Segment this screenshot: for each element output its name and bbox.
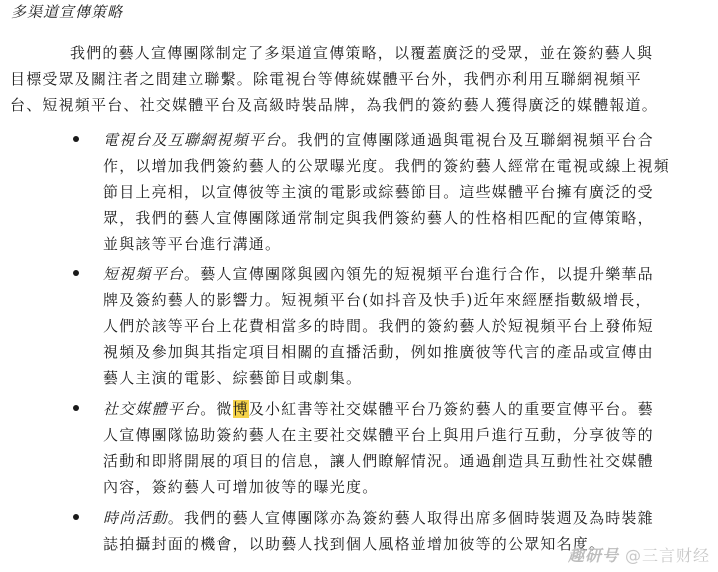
bullet-first-line [103,505,693,531]
intro-paragraph [10,40,690,118]
bullet-line: 人們於該等平台上花費相當多的時間。我們的簽約藝人於短視頻平台上發佈短 [103,317,654,335]
bullet-first-rest: 。我們的宣傳團隊通過與電視台及互聯網視頻平台合 [281,131,654,149]
highlighted-text: 博 [232,400,249,418]
bullet-first-line [103,261,693,287]
bullet-first-post: 及小紅書等社交媒體平台乃簽約藝人的重要宣傳平台。藝 [248,400,654,418]
bullet-line: 視頻及參加與其指定項目相關的直播活動，例如推廣彼等代言的產品或宣傳由 [103,343,654,361]
bullet-line: 內容，簽約藝人可增加彼等的曝光度。 [103,478,379,496]
bullet-text [103,127,693,257]
bullet-term: 社交媒體平台 [103,400,201,418]
bullet-line: 節目上亮相，以宣傳彼等主演的電影或綜藝節目。這些媒體平台擁有廣泛的受 [103,183,654,201]
bullet-dot-icon [73,136,79,142]
intro-line: 目標受眾及關注者之間建立聯繫。除電視台等傳統媒體平台外，我們亦利用互聯網視頻平 [10,70,642,88]
bullet-first-rest: 。我們的藝人宣傳團隊亦為簽約藝人取得出席多個時裝週及為時裝雜 [167,509,654,527]
intro-line: 我們的藝人宣傳團隊制定了多渠道宣傳策略，以覆蓋廣泛的受眾，並在簽約藝人與 [70,44,654,62]
bullet-term: 時尚活動 [103,509,168,527]
bullet-first-pre: 。微 [200,400,233,418]
bullet-dot-icon [73,514,79,520]
section-heading: 多渠道宣傳策略 [11,3,124,21]
bullet-term: 電視台及互聯網視頻平台 [103,131,282,149]
bullet-line: 牌及簽約藝人的影響力。短視頻平台(如抖音及快手)近年來經歷指數級增長， [103,291,652,309]
bullet-dot-icon [73,270,79,276]
bullet-line: 藝人主演的電影、綜藝節目或劇集。 [103,369,363,387]
watermark-logo: 趣研号 [567,546,619,565]
source-watermark [568,546,710,566]
bullet-line: 人宣傳團隊協助簽約藝人在主要社交媒體平台上與用戶進行互動，分享彼等的 [103,426,654,444]
bullet-text [103,261,693,391]
watermark-text: @三言财经 [624,546,710,565]
bullet-dot-icon [73,405,79,411]
bullet-line: 誌拍攝封面的機會，以助藝人找到個人風格並增加彼等的公眾知名度。 [103,535,606,553]
bullet-line: 作，以增加我們簽約藝人的公眾曝光度。我們的簽約藝人經常在電視或線上視頻 [103,157,671,175]
bullet-term: 短視頻平台 [103,265,185,283]
bullet-first-line [103,127,693,153]
bullet-line: 活動和即將開展的項目的信息，讓人們瞭解情況。通過創造具互動性社交媒體 [103,452,654,470]
bullet-text [103,396,693,500]
bullet-first-line [103,396,693,422]
bullet-first-rest: 。藝人宣傳團隊與國內領先的短視頻平台進行合作，以提升樂華品 [184,265,654,283]
intro-line: 台、短視頻平台、社交媒體平台及高級時裝品牌，為我們的簽約藝人獲得廣泛的媒體報道。 [10,96,659,114]
bullet-line: 眾，我們的藝人宣傳團隊通常制定與我們簽約藝人的性格相匹配的宣傳策略， [103,209,654,227]
bullet-line: 並與該等平台進行溝通。 [103,235,282,253]
